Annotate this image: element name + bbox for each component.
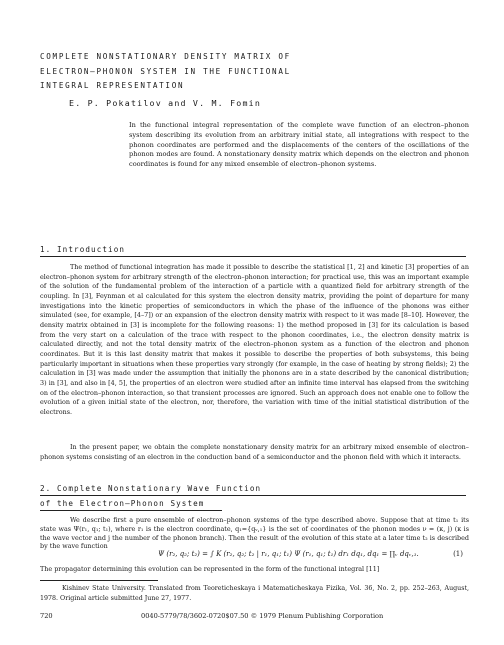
section-2-heading-line-2: of the Electron–Phonon System [40, 499, 205, 508]
page-number: 720 [40, 612, 53, 620]
authors: E. P. Pokatilov and V. M. Fomin [69, 98, 262, 108]
copyright-line: 0040-5779/78/3602-0720$07.50 © 1979 Plenum Publishing Corporation [141, 612, 384, 620]
footnote: Kishinev State University. Translated from Teoreticheskaya i Matematicheskaya Fizika, Vol. 36, No. 2, pp. 252–263, August, 1978. Original article submitted June 27, 1977. [40, 585, 469, 602]
intro-paragraph-1: The method of functional integration has made it possible to describe the statistical [1, 2] and kinetic [3] properties of an electron–phonon system for arbitrary strength of the electron–phonon interaction; for practical use, this was an important example of the solution of the fundamental problem of the interaction of a particle with a quantized field for arbitrary strength of the coupling. In [3], Feynman et al calculated for this system the electron density matrix, providing the point of departure for many investigations into the kinetic properties of semiconductors in which the phase of the influence of the phonons was either simulated (see, for example, [4–7]) or an expansion of the electron density matrix with respect to it was made [8–10]. However, the density matrix obtained in [3] is incomplete for the following reasons: 1) the method proposed in [3] for its calculation is based from the very start on a calculation of the trace with respect to the phonon coordinates, i.e., the electron density matrix is calculated directly, and not the total density matrix of the electron–phonon system as a function of the electron and phonon coordinates. But it is this last density matrix that makes it possible to describe the properties of both subsystems, this being particularly important in situations when these properties vary strongly (for example, in the case of heating by strong fields); 2) the calculation in [3] was made under the assumption that initially the phonons are in a state described by the canonical distribution; 3) in [3], and also in [4, 5], the properties of an electron were studied after an infinite time interval has elapsed from the switching on of the electron–phonon interaction, so that transient processes are ignored. Such an approach does not enable one to follow the evolution of a given initial state of the electron, nor, therefore, the variation with time of the initial statistical distribution of the electrons. [40, 263, 469, 416]
section-2-heading-line-1: 2. Complete Nonstationary Wave Function [40, 484, 262, 493]
paper-title: COMPLETE NONSTATIONARY DENSITY MATRIX OF ELECTRON–PHONON SYSTEM IN THE FUNCTIONAL INTEGRAL REPRESENTATION [40, 52, 291, 90]
equation-body: Ψ (r₂, q₂; t₂) = ∫ K (r₂, q₂; t₂ | r₁, q₁; t₁) Ψ (r₁, q₁; t₁) dr₁ dq₁, dq₁ = ∏ᵥ dqᵥ,₁. [158, 550, 419, 558]
equation-number: (1) [453, 550, 463, 558]
section-2-paragraph: We describe first a pure ensemble of electron–phonon systems of the type described above. Suppose that at time t₁ its state was Ψ(r₁, q₁; t₁), where r₁ is the electron coordinate, q₁={qᵥ,₁} is the set of coordinates of the phonon modes ν = (κ, j) (κ is the wave vector and j the number of the phonon branch). Then the result of the evolution of this state at a later time t₂ is described by the wave function [40, 516, 469, 551]
intro-paragraph-2: In the present paper, we obtain the complete nonstationary density matrix for an arbitrary mixed ensemble of electron–phonon systems consisting of an electron in the conduction band of a semiconductor and the phonon field with which it interacts. [40, 443, 469, 461]
section-2-rule-2 [40, 510, 222, 511]
propagator-sentence: The propagator determining this evolution can be represented in the form of the functional integral [11] [40, 565, 380, 573]
abstract: In the functional integral representation of the complete wave function of an electron–phonon system describing its evolution from an arbitrary initial state, all integrations with respect to the phonon coordinates are performed and the displacements of the centers of the oscillations of the phonon modes are found. A nonstationary density matrix which depends on the electron and phonon coordinates is found for any mixed ensemble of electron–phonon systems. [129, 121, 469, 169]
section-1-rule [40, 256, 466, 257]
section-1-heading: 1. Introduction [40, 245, 126, 254]
equation-1 [40, 549, 469, 563]
footnote-rule [40, 580, 158, 581]
section-2-rule-1 [40, 495, 466, 496]
